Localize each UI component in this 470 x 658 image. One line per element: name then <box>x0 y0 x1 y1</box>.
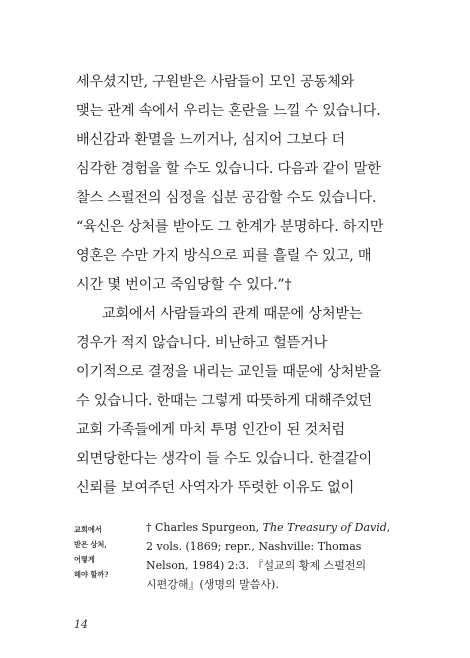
body-line: 심각한 경험을 할 수도 있습니다. 다음과 같이 말한 <box>76 161 381 177</box>
footnote-line <box>146 518 396 537</box>
page-number: 14 <box>74 618 88 631</box>
footnote-line: Nelson, 1984) 2:3. 『설교의 황제 스펄전의 <box>146 559 367 572</box>
chapter-title-line: 받은 상처, <box>74 540 107 549</box>
body-line: 경우가 적지 않습니다. 비난하고 헐뜯거나 <box>76 335 328 351</box>
footnote-punct: , <box>386 521 391 534</box>
book-title: The Treasury of David <box>262 521 387 534</box>
body-line: 배신감과 환멸을 느끼거나, 심지어 그보다 더 <box>76 132 345 148</box>
body-line: 외면당한다는 생각이 들 수도 있습니다. 한결같이 <box>76 451 372 467</box>
body-line: 맺는 관계 속에서 우리는 혼란을 느낄 수 있습니다. <box>76 103 381 119</box>
paragraph-start-line: 교회에서 사람들과의 관계 때문에 상처받는 <box>102 306 363 322</box>
running-chapter-title <box>74 522 122 582</box>
body-line: 이기적으로 결정을 내리는 교인들 때문에 상처받을 <box>76 364 382 380</box>
body-line: 세우셨지만, 구원받은 사람들이 모인 공동체와 <box>76 74 355 90</box>
footnote-prefix: † Charles Spurgeon, <box>146 521 263 534</box>
body-line: 영혼은 수만 가지 방식으로 피를 흘릴 수 있고, 매 <box>76 248 372 264</box>
body-line: 수 있습니다. 한때는 그렇게 따뜻하게 대해주었던 <box>76 393 372 409</box>
chapter-title-line: 어떻게 <box>74 555 95 564</box>
body-line: 시간 몇 번이고 죽임당할 수 있다.”† <box>76 277 292 293</box>
body-line: 신뢰를 보여주던 사역자가 뚜렷한 이유도 없이 <box>76 480 355 496</box>
chapter-title-line: 해야 할까? <box>74 570 109 579</box>
footnote <box>146 518 396 594</box>
chapter-title-line: 교회에서 <box>74 525 102 534</box>
body-line: “육신은 상처를 받아도 그 한계가 분명하다. 하지만 <box>76 219 384 235</box>
footnote-line: 시편강해』(생명의 말씀사). <box>146 578 279 591</box>
body-text <box>76 68 406 503</box>
body-line: 찰스 스펄전의 심정을 십분 공감할 수도 있습니다. <box>76 190 377 206</box>
footnote-line: 2 vols. (1869; repr., Nashville: Thomas <box>146 540 362 553</box>
body-line: 교회 가족들에게 마치 투명 인간이 된 것처럼 <box>76 422 345 438</box>
